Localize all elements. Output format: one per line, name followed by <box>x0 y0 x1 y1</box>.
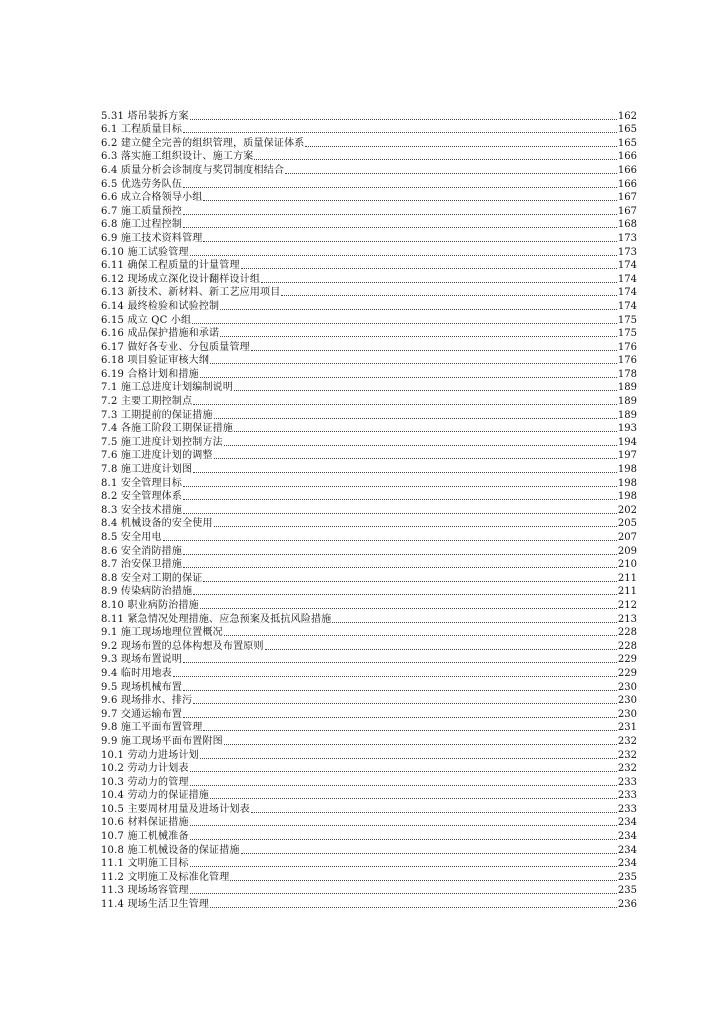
dot-leader <box>183 226 617 228</box>
toc-entry-title: 5.31 塔吊装拆方案 <box>101 110 189 122</box>
dot-leader <box>183 566 617 568</box>
toc-entry-page-number: 167 <box>617 192 637 204</box>
toc-entry-page-number: 228 <box>617 627 637 639</box>
dot-leader <box>251 349 617 351</box>
toc-entry-title: 7.8 施工进度计划图 <box>101 464 193 476</box>
toc-entry <box>101 503 637 517</box>
toc-entry-title: 6.3 落实施工组织设计、施工方案 <box>101 151 254 163</box>
toc-entry <box>101 802 637 816</box>
toc-entry-title: 6.16 成品保护措施和承诺 <box>101 328 220 340</box>
toc-entry-page-number: 168 <box>617 219 637 231</box>
toc-entry <box>101 707 637 721</box>
toc-entry-page-number: 234 <box>617 858 637 870</box>
toc-entry-title: 10.3 劳动力的管理 <box>101 776 189 788</box>
toc-entry <box>101 286 637 300</box>
toc-entry-title: 9.9 施工现场平面布置附图 <box>101 735 223 747</box>
dot-leader <box>203 199 616 201</box>
toc-entry-title: 7.1 施工总进度计划编制说明 <box>101 382 234 394</box>
toc-entry-title: 6.11 确保工程质量的计量管理 <box>101 260 240 272</box>
toc-entry-page-number: 233 <box>617 790 637 802</box>
toc-entry <box>101 272 637 286</box>
toc-entry <box>101 544 637 558</box>
toc-entry-title: 6.7 施工质量预控 <box>101 205 183 217</box>
dot-leader <box>230 879 616 881</box>
toc-entry-page-number: 205 <box>617 518 637 530</box>
dot-leader <box>224 444 617 446</box>
toc-entry-title: 6.8 施工过程控制 <box>101 219 183 231</box>
toc-entry-page-number: 231 <box>617 722 637 734</box>
toc-entry <box>101 653 637 667</box>
toc-entry <box>101 354 637 368</box>
toc-entry <box>101 517 637 531</box>
dot-leader <box>224 634 617 636</box>
toc-entry-title: 6.19 合格计划和措施 <box>101 368 199 380</box>
dot-leader <box>200 757 617 759</box>
dot-leader <box>190 118 617 120</box>
dot-leader <box>234 430 617 432</box>
toc-entry-title: 6.17 做好各专业、分包质量管理 <box>101 341 250 353</box>
dot-leader <box>214 417 617 419</box>
toc-entry-title: 8.11 紧急情况处理措施、应急预案及抵抗风险措施 <box>101 613 332 625</box>
dot-leader <box>200 376 617 378</box>
dot-leader <box>281 294 616 296</box>
toc-entry <box>101 748 637 762</box>
toc-entry <box>101 897 637 911</box>
dot-leader <box>190 865 617 867</box>
toc-entry-page-number: 198 <box>617 491 637 503</box>
toc-entry-page-number: 165 <box>617 124 637 136</box>
dot-leader <box>241 852 617 854</box>
table-of-contents <box>101 109 637 911</box>
dot-leader <box>183 186 617 188</box>
dot-leader <box>251 811 617 813</box>
toc-entry-title: 7.6 施工进度计划的调整 <box>101 450 213 462</box>
toc-entry-title: 10.7 施工机械准备 <box>101 831 189 843</box>
toc-entry-page-number: 233 <box>617 803 637 815</box>
toc-entry <box>101 612 637 626</box>
toc-entry-title: 9.5 现场机械布置 <box>101 681 183 693</box>
toc-entry-page-number: 230 <box>617 681 637 693</box>
dot-leader <box>210 797 617 799</box>
toc-entry-title: 6.4 质量分析会诊制度与奖罚制度相结合 <box>101 164 285 176</box>
toc-entry <box>101 585 637 599</box>
toc-entry <box>101 218 637 232</box>
toc-entry-page-number: 174 <box>617 287 637 299</box>
toc-entry-title: 8.8 安全对工期的保证 <box>101 572 203 584</box>
toc-entry-page-number: 167 <box>617 205 637 217</box>
toc-entry <box>101 245 637 259</box>
toc-entry <box>101 775 637 789</box>
toc-entry-page-number: 176 <box>617 355 637 367</box>
toc-entry <box>101 843 637 857</box>
toc-entry-page-number: 236 <box>617 899 637 911</box>
dot-leader <box>241 267 617 269</box>
toc-entry-title: 7.5 施工进度计划控制方法 <box>101 436 223 448</box>
dot-leader <box>193 593 617 595</box>
dot-leader <box>192 322 617 324</box>
toc-entry-page-number: 175 <box>617 314 637 326</box>
dot-leader <box>261 281 617 283</box>
toc-entry <box>101 558 637 572</box>
toc-entry-page-number: 232 <box>617 735 637 747</box>
toc-entry-page-number: 173 <box>617 246 637 258</box>
dot-leader <box>254 158 616 160</box>
toc-entry-title: 6.13 新技术、新材料、新工艺应用项目 <box>101 287 281 299</box>
toc-entry <box>101 449 637 463</box>
dot-leader <box>183 512 617 514</box>
toc-entry-title: 9.4 临时用地表 <box>101 667 172 679</box>
toc-entry-title: 11.2 文明施工及标准化管理 <box>101 871 230 883</box>
toc-entry-title: 10.4 劳动力的保证措施 <box>101 790 210 802</box>
toc-entry <box>101 327 637 341</box>
toc-entry-page-number: 197 <box>617 450 637 462</box>
toc-entry <box>101 191 637 205</box>
toc-entry <box>101 789 637 803</box>
toc-entry <box>101 381 637 395</box>
toc-entry-page-number: 198 <box>617 477 637 489</box>
toc-entry-title: 6.6 成立合格领导小组 <box>101 192 203 204</box>
toc-entry <box>101 680 637 694</box>
toc-entry <box>101 109 637 123</box>
toc-entry-title: 6.15 成立 QC 小组 <box>101 314 192 326</box>
toc-entry-title: 6.12 现场成立深化设计翻样设计组 <box>101 273 261 285</box>
toc-entry-title: 6.18 项目验证审核大纲 <box>101 355 210 367</box>
toc-entry-page-number: 174 <box>617 273 637 285</box>
dot-leader <box>190 784 617 786</box>
dot-leader <box>210 906 617 908</box>
toc-entry <box>101 177 637 191</box>
toc-entry <box>101 884 637 898</box>
dot-leader <box>190 770 617 772</box>
toc-entry-title: 6.2 建立健全完善的组织管理，质量保证体系 <box>101 137 305 149</box>
dot-leader <box>190 824 617 826</box>
dot-leader <box>305 145 616 147</box>
dot-leader <box>214 525 617 527</box>
toc-entry <box>101 150 637 164</box>
toc-entry-page-number: 230 <box>617 708 637 720</box>
toc-entry-page-number: 232 <box>617 749 637 761</box>
toc-entry <box>101 422 637 436</box>
toc-entry-page-number: 175 <box>617 328 637 340</box>
dot-leader <box>200 607 617 609</box>
toc-entry-title: 9.8 施工平面布置管理 <box>101 722 203 734</box>
toc-entry-title: 10.5 主要周材用量及进场计划表 <box>101 803 250 815</box>
dot-leader <box>183 553 617 555</box>
dot-leader <box>183 131 617 133</box>
dot-leader <box>220 335 617 337</box>
toc-entry-title: 8.3 安全技术措施 <box>101 504 183 516</box>
toc-entry-title: 6.10 施工试验管理 <box>101 246 189 258</box>
dot-leader <box>224 743 617 745</box>
toc-entry-title: 11.1 文明施工目标 <box>101 858 189 870</box>
dot-leader <box>183 498 617 500</box>
toc-entry <box>101 829 637 843</box>
toc-entry <box>101 530 637 544</box>
toc-entry-page-number: 166 <box>617 178 637 190</box>
toc-entry-title: 6.1 工程质量目标 <box>101 124 183 136</box>
toc-entry-page-number: 174 <box>617 260 637 272</box>
toc-entry-title: 10.6 材料保证措施 <box>101 817 189 829</box>
dot-leader <box>190 838 617 840</box>
dot-leader <box>173 675 617 677</box>
dot-leader <box>265 648 617 650</box>
toc-entry-page-number: 194 <box>617 436 637 448</box>
toc-entry <box>101 490 637 504</box>
dot-leader <box>163 539 617 541</box>
dot-leader <box>210 362 617 364</box>
dot-leader <box>183 689 617 691</box>
toc-entry <box>101 639 637 653</box>
toc-entry-page-number: 193 <box>617 423 637 435</box>
dot-leader <box>203 240 616 242</box>
dot-leader <box>183 661 617 663</box>
toc-entry-page-number: 232 <box>617 763 637 775</box>
toc-entry <box>101 870 637 884</box>
toc-entry <box>101 313 637 327</box>
toc-entry-page-number: 166 <box>617 151 637 163</box>
toc-entry <box>101 816 637 830</box>
toc-entry-page-number: 211 <box>617 572 637 584</box>
dot-leader <box>332 621 616 623</box>
toc-entry <box>101 204 637 218</box>
toc-entry-page-number: 165 <box>617 137 637 149</box>
toc-entry-title: 8.4 机械设备的安全使用 <box>101 518 213 530</box>
toc-entry-page-number: 189 <box>617 409 637 421</box>
toc-entry <box>101 435 637 449</box>
toc-entry-title: 7.4 各施工阶段工期保证措施 <box>101 423 234 435</box>
toc-entry-page-number: 166 <box>617 164 637 176</box>
toc-entry-title: 8.5 安全用电 <box>101 532 162 543</box>
dot-leader <box>220 308 617 310</box>
toc-entry-page-number: 228 <box>617 640 637 652</box>
toc-entry-page-number: 173 <box>617 232 637 244</box>
toc-entry <box>101 476 637 490</box>
dot-leader <box>214 457 617 459</box>
toc-entry <box>101 734 637 748</box>
toc-entry-page-number: 234 <box>617 831 637 843</box>
toc-entry-title: 10.2 劳动力计划表 <box>101 763 189 775</box>
toc-entry-title: 9.1 施工现场地理位置概况 <box>101 627 223 639</box>
toc-entry-page-number: 230 <box>617 695 637 707</box>
toc-entry <box>101 694 637 708</box>
toc-entry-page-number: 209 <box>617 545 637 557</box>
toc-entry <box>101 598 637 612</box>
toc-entry-title: 6.9 施工技术资料管理 <box>101 232 203 244</box>
toc-entry <box>101 857 637 871</box>
toc-entry-page-number: 202 <box>617 504 637 516</box>
toc-entry-page-number: 174 <box>617 300 637 312</box>
toc-entry <box>101 666 637 680</box>
toc-entry <box>101 462 637 476</box>
toc-entry-page-number: 213 <box>617 613 637 625</box>
toc-entry-title: 9.3 现场布置说明 <box>101 654 183 666</box>
toc-entry-page-number: 176 <box>617 341 637 353</box>
toc-entry-title: 8.7 治安保卫措施 <box>101 559 183 571</box>
dot-leader <box>203 580 616 582</box>
toc-entry-page-number: 210 <box>617 559 637 571</box>
toc-entry-title: 10.1 劳动力进场计划 <box>101 749 199 761</box>
toc-entry-title: 8.2 安全管理体系 <box>101 491 183 503</box>
toc-entry <box>101 231 637 245</box>
toc-entry-title: 9.2 现场布置的总体构想及布置原则 <box>101 640 264 652</box>
toc-entry <box>101 394 637 408</box>
toc-entry-page-number: 235 <box>617 885 637 897</box>
toc-entry-page-number: 234 <box>617 817 637 829</box>
toc-entry <box>101 163 637 177</box>
toc-entry-title: 7.2 主要工期控制点 <box>101 396 193 408</box>
toc-entry <box>101 340 637 354</box>
dot-leader <box>183 485 617 487</box>
dot-leader <box>285 172 617 174</box>
toc-entry-title: 6.5 优选劳务队伍 <box>101 178 183 190</box>
toc-entry-page-number: 234 <box>617 844 637 856</box>
dot-leader <box>203 729 616 731</box>
toc-entry-page-number: 229 <box>617 654 637 666</box>
toc-entry-title: 10.8 施工机械设备的保证措施 <box>101 844 240 856</box>
toc-entry-title: 11.4 现场生活卫生管理 <box>101 899 210 911</box>
toc-entry-page-number: 235 <box>617 871 637 883</box>
dot-leader <box>190 892 617 894</box>
toc-entry-title: 8.6 安全消防措施 <box>101 545 183 557</box>
dot-leader <box>234 389 617 391</box>
toc-entry <box>101 721 637 735</box>
toc-entry <box>101 123 637 137</box>
toc-entry-page-number: 189 <box>617 382 637 394</box>
toc-entry-page-number: 229 <box>617 667 637 679</box>
toc-entry-page-number: 212 <box>617 599 637 611</box>
dot-leader <box>193 702 617 704</box>
toc-entry <box>101 136 637 150</box>
toc-entry-title: 9.6 现场排水、排污 <box>101 695 193 707</box>
toc-entry-title: 6.14 最终检验和试验控制 <box>101 300 220 312</box>
toc-entry-page-number: 211 <box>617 586 637 598</box>
toc-entry <box>101 367 637 381</box>
toc-entry-title: 11.3 现场场容管理 <box>101 885 189 897</box>
toc-entry-title: 8.1 安全管理目标 <box>101 477 183 489</box>
toc-entry <box>101 571 637 585</box>
toc-entry <box>101 299 637 313</box>
toc-entry-title: 9.7 交通运输布置 <box>101 708 183 720</box>
dot-leader <box>190 254 617 256</box>
toc-entry-title: 8.9 传染病防治措施 <box>101 586 193 598</box>
toc-entry <box>101 626 637 640</box>
dot-leader <box>183 213 617 215</box>
toc-entry-page-number: 189 <box>617 396 637 408</box>
toc-entry-title: 8.10 职业病防治措施 <box>101 599 199 611</box>
toc-entry-page-number: 178 <box>617 368 637 380</box>
dot-leader <box>183 716 617 718</box>
toc-entry-page-number: 198 <box>617 464 637 476</box>
toc-entry-page-number: 207 <box>617 532 637 543</box>
toc-entry <box>101 762 637 776</box>
toc-entry <box>101 259 637 273</box>
dot-leader <box>193 403 617 405</box>
toc-entry <box>101 408 637 422</box>
toc-entry-title: 7.3 工期提前的保证措施 <box>101 409 213 421</box>
toc-entry-page-number: 162 <box>617 110 637 122</box>
dot-leader <box>193 471 617 473</box>
toc-entry-page-number: 233 <box>617 776 637 788</box>
